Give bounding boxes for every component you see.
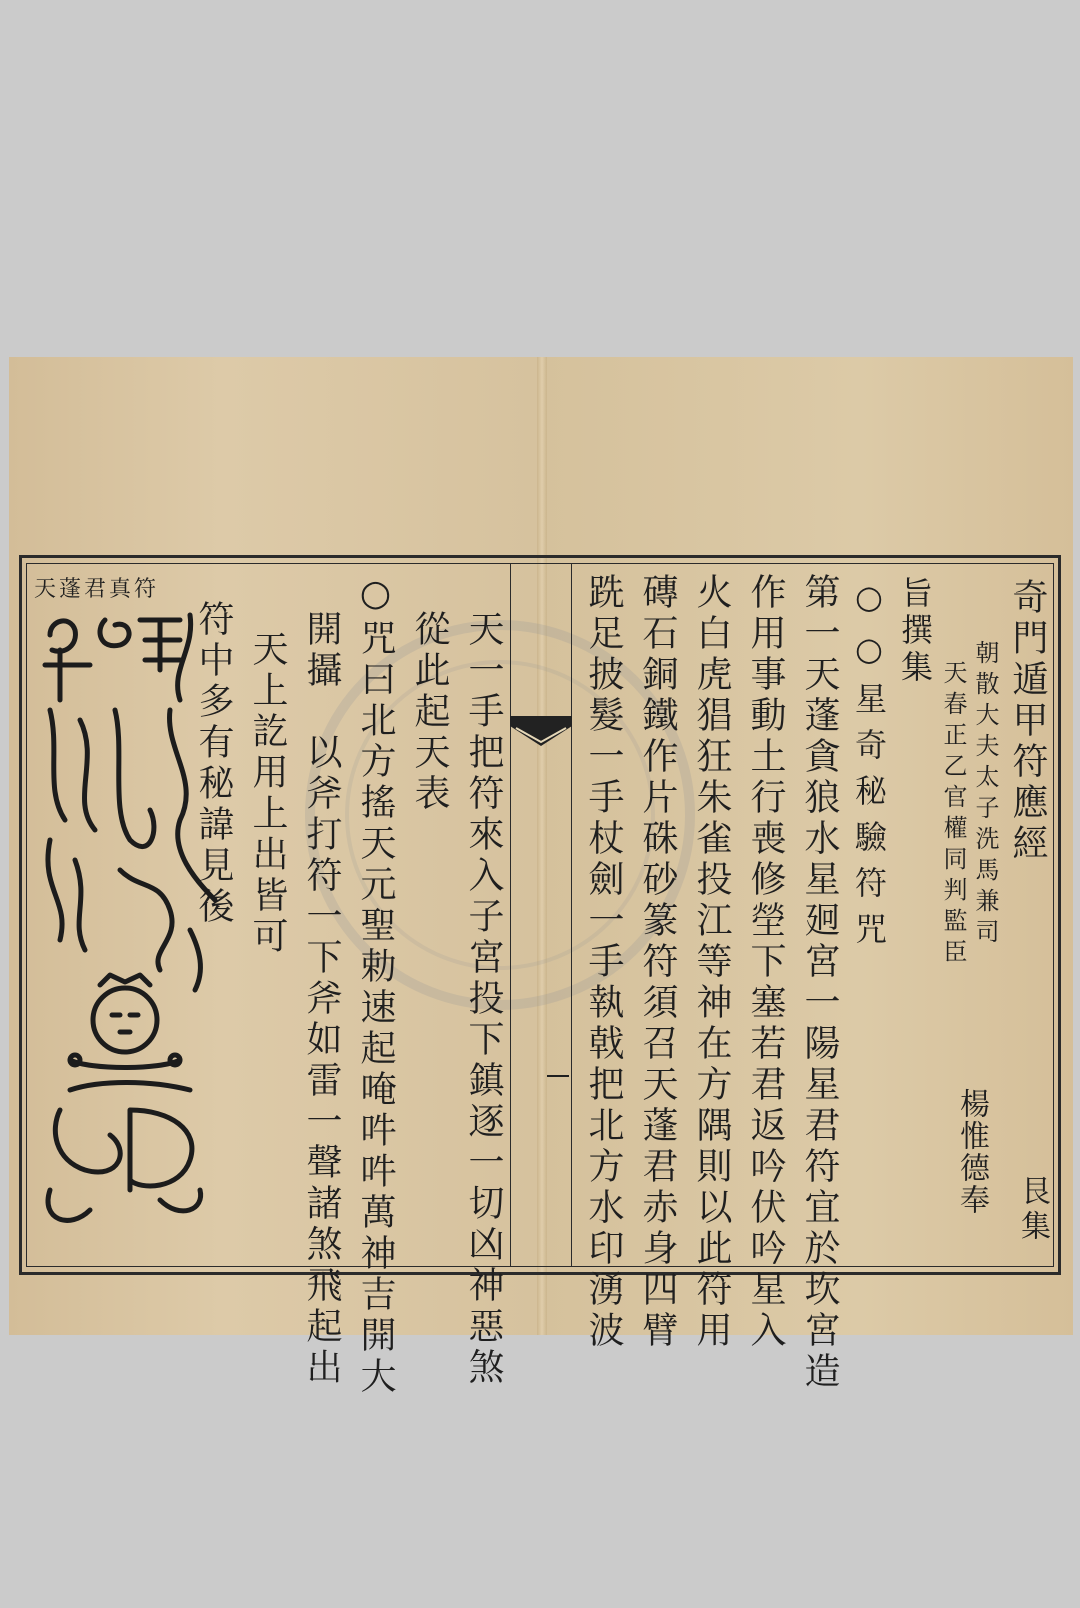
text-column-7: 從此起天表: [409, 610, 450, 815]
volume-mark: 艮集: [1015, 1175, 1050, 1245]
block-center-line-left: [510, 563, 511, 1267]
instruction-column-2: 符中多有秘諱見後: [193, 600, 234, 928]
text-column-2: 作用事動土行喪修塋下塞若君返吟伏吟星入: [745, 573, 786, 1352]
section-heading: ○○星奇秘驗符咒: [850, 578, 888, 958]
talisman-drawing-icon: [30, 590, 220, 1240]
book-title: 奇門遁甲符應經: [1007, 578, 1048, 865]
talisman-caption-text: 天蓬君真符: [34, 577, 160, 602]
fish-tail-mark-icon: [510, 716, 572, 746]
incantation-column-1: ○咒曰北方搖天元聖勅速起唵吽吽萬神吉開大: [355, 573, 396, 1398]
text-column-3: 火白虎猖狂朱雀投江等神在方隅則以此符用: [691, 573, 732, 1352]
text-column-1: 第一天蓬貪狼水星㢠宮一陽星君符宜於坎宮造: [799, 573, 840, 1393]
instruction-column-1: 天上訖用上出皆可: [247, 630, 288, 958]
incantation-column-2: 開攝 以斧打符一下斧如雷一聲諸煞飛起出: [301, 610, 342, 1389]
author-credit-line-2: 天春正乙官權同判監臣: [939, 660, 967, 970]
text-column-6: 天一手把符來入子宮投下鎮逐一切凶神惡煞: [463, 610, 504, 1389]
text-column-5: 跣足披髮一手杖劍一手執戟把北方水印湧波: [583, 573, 624, 1352]
block-center-line-right: [571, 563, 572, 1267]
edict-line: 旨撰集: [896, 576, 934, 687]
folio-number: [547, 1075, 569, 1077]
text-column-4: 磚石銅鐵作片硃砂篆符須召天蓬君赤身四臂: [637, 573, 678, 1352]
author-credit-line-1: 朝散大夫太子洗馬兼司: [971, 640, 999, 950]
author-name: 楊惟德奉: [954, 1088, 989, 1216]
